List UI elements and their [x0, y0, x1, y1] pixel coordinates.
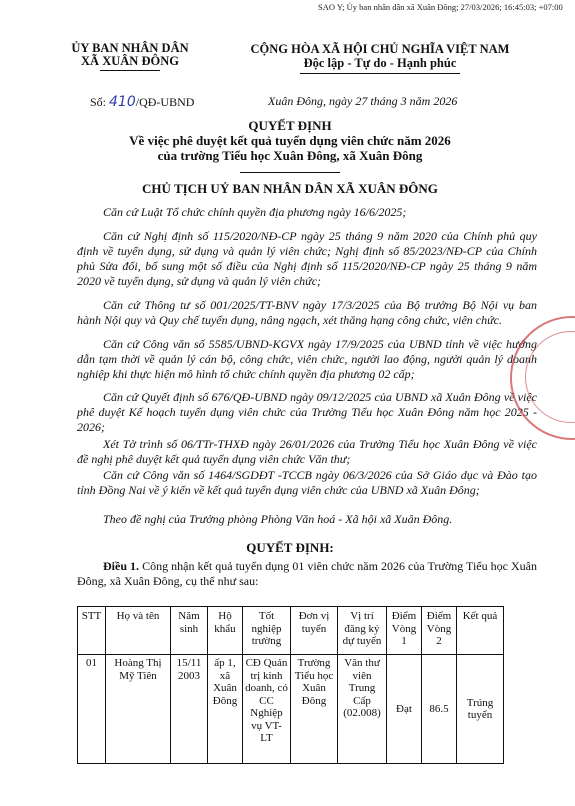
legal-basis-paragraph: Căn cứ Luật Tổ chức chính quyền địa phương ngày 16/6/2025; — [103, 205, 407, 219]
org-line-2: XÃ XUÂN ĐÔNG — [81, 54, 179, 68]
cell-residence: ấp 1, xã Xuân Đông — [208, 655, 243, 764]
title-line-2: Về việc phê duyệt kết quả tuyển dụng viên chức năm 2026 — [129, 133, 451, 148]
cell-round-1: Đạt — [387, 655, 422, 764]
nation-motto: Độc lập - Tự do - Hạnh phúc — [303, 56, 457, 70]
doc-number-prefix: Số: — [90, 95, 107, 109]
legal-basis-paragraph: Căn cứ Quyết định số 676/QĐ-UBND ngày 09/12/2025 của UBND xã Xuân Đông về việc phê duyệt Kế hoạch tuyển dụng viên chức của Trường Tiểu học Xuân Đông năm học 2025 - 2026; — [77, 390, 537, 434]
org-underline — [100, 70, 160, 71]
header-cell: Điểm Vòng 1 — [387, 607, 422, 655]
cell-education: CĐ Quản trị kinh doanh, có CC Nghiệp vụ VT-LT — [243, 655, 291, 764]
recruitment-results-table — [77, 606, 504, 764]
title-underline — [240, 172, 340, 173]
header-cell: Họ và tên — [106, 607, 171, 655]
cell-name: Hoàng Thị Mỹ Tiên — [106, 655, 171, 764]
org-line-1: ỦY BAN NHÂN DÂN — [71, 41, 189, 55]
legal-basis-paragraph: Xét Tờ trình số 06/TTr-THXĐ ngày 26/01/2026 của Trường Tiểu học Xuân Đông về việc đề nghị phê duyệt kết quả tuyển dụng viên chức Văn thư; — [77, 437, 537, 466]
title-line-3: của trường Tiểu học Xuân Đông, xã Xuân Đông — [157, 148, 423, 163]
header-cell: Đơn vị tuyển — [291, 607, 338, 655]
cell-round-2: 86.5 — [422, 655, 457, 764]
table-header-row — [78, 607, 504, 655]
decision-heading: QUYẾT ĐỊNH: — [246, 540, 334, 555]
table-row — [78, 655, 504, 764]
cell-position: Văn thư viên Trung Cấp (02.008) — [338, 655, 387, 764]
cell-birth: 15/11 2003 — [171, 655, 208, 764]
issuing-organization — [55, 42, 205, 68]
header-cell: Hộ khẩu — [208, 607, 243, 655]
digital-copy-stamp: SAO Y; Ủy ban nhân dân xã Xuân Đông; 27/03/2026; 16:45:03; +07:00 — [318, 2, 563, 12]
document-number — [90, 94, 194, 110]
cell-result: Trúng tuyển — [457, 655, 504, 764]
nation-title: CỘNG HÒA XÃ HỘI CHỦ NGHĨA VIỆT NAM — [250, 42, 510, 56]
cell-unit: Trường Tiểu học Xuân Đông — [291, 655, 338, 764]
header-cell: Vị trí đăng ký dự tuyển — [338, 607, 387, 655]
legal-basis-paragraph: Căn cứ Công văn số 5585/UBND-KGVX ngày 17/9/2025 của UBND tỉnh về việc hướng dẫn tạm thời về quản lý cán bộ, công chức, viên chức, người lao động, người quản lý doanh nghiệp khi thực hiện mô hình tổ chức chính quyền địa phương 02 cấp; — [77, 337, 537, 381]
header-cell: Năm sinh — [171, 607, 208, 655]
article-1 — [77, 559, 537, 589]
title-line-1: QUYẾT ĐỊNH — [248, 118, 332, 133]
article-1-text: Công nhận kết quả tuyển dụng 01 viên chức năm 2026 của Trường Tiểu học Xuân Đông, xã Xuân Đông, cụ thể như sau: — [77, 559, 538, 588]
cell-stt: 01 — [78, 655, 106, 764]
doc-number-suffix: /QĐ-UBND — [135, 95, 195, 109]
authority-heading: CHỦ TỊCH UỶ BAN NHÂN DÂN XÃ XUÂN ĐÔNG — [142, 181, 438, 196]
header-cell: Kết quả — [457, 607, 504, 655]
legal-basis-paragraph: Theo đề nghị của Trưởng phòng Phòng Văn hoá - Xã hội xã Xuân Đông. — [103, 512, 453, 526]
motto-underline — [300, 73, 460, 74]
place-and-date: Xuân Đông, ngày 27 tháng 3 năm 2026 — [268, 94, 458, 108]
header-cell: STT — [78, 607, 106, 655]
document-title — [40, 118, 540, 163]
doc-number-handwritten: 410 — [109, 94, 136, 110]
national-header — [215, 42, 545, 70]
legal-basis-paragraph: Căn cứ Công văn số 1464/SGDĐT -TCCB ngày 06/3/2026 của Sở Giáo dục và Đào tạo tỉnh Đồng Nai về ý kiến về kết quả tuyển dụng viên chức của UBND xã Xuân Đông; — [77, 468, 537, 497]
legal-basis-paragraph: Căn cứ Thông tư số 001/2025/TT-BNV ngày 17/3/2025 của Bộ trưởng Bộ Nội vụ ban hành Nội quy và Quy chế tuyển dụng, nâng ngạch, xét thăng hạng công chức, viên chức. — [77, 298, 537, 327]
legal-basis-paragraph: Căn cứ Nghị định số 115/2020/NĐ-CP ngày 25 tháng 9 năm 2020 của Chính phủ quy định về tuyển dụng, sử dụng và quản lý viên chức; Nghị định số 85/2023/NĐ-CP của Chính phủ Sửa đổi, bổ sung một số điều của Nghị định số 115/2020/NĐ-CP ngày 25 tháng 9 năm 2020 về tuyển dụng, sử dụng và quản lý viên chức; — [77, 229, 537, 288]
header-cell: Tốt nghiệp trường — [243, 607, 291, 655]
article-1-label: Điều 1. — [103, 559, 140, 573]
header-cell: Điểm Vòng 2 — [422, 607, 457, 655]
